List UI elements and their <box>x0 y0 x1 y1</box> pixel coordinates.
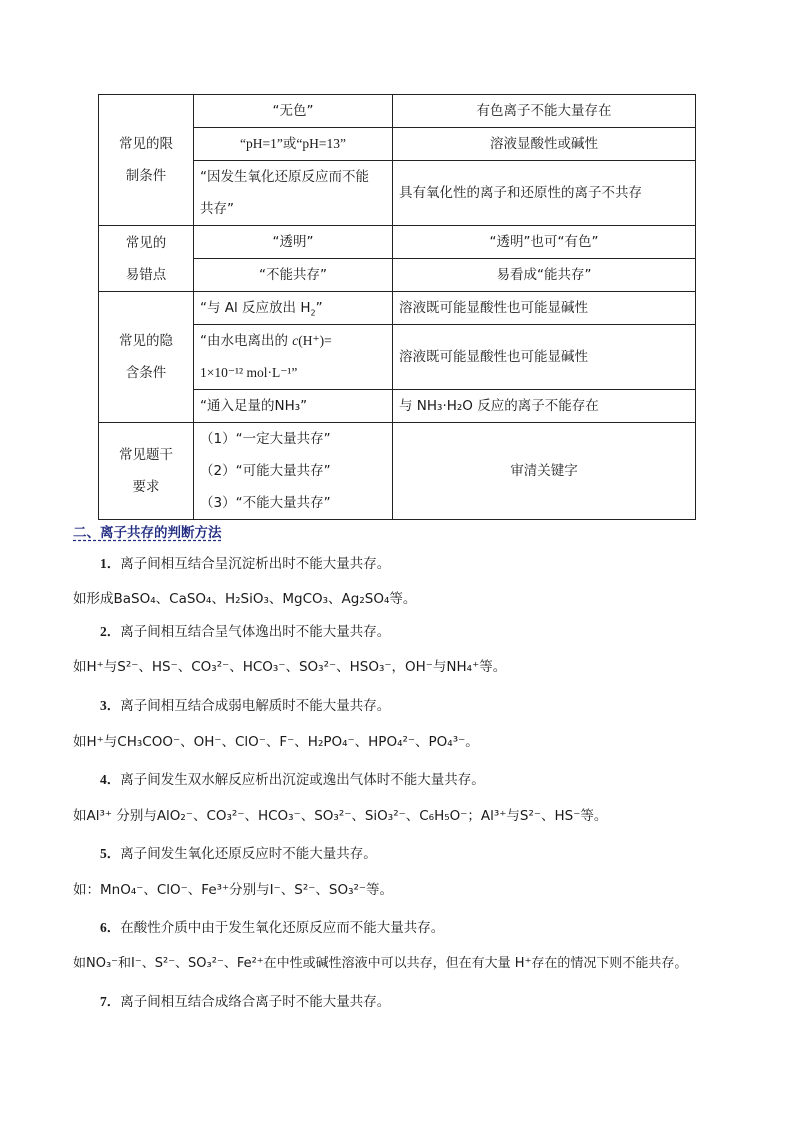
rule-7 <box>100 990 390 1010</box>
rule-text: 离子间相互结合呈沉淀析出时不能大量共存。 <box>120 556 391 572</box>
category-line: 常见的隐 <box>119 333 173 349</box>
rule-number: 5． <box>100 846 121 861</box>
rule-text: 在酸性介质中由于发生氧化还原反应而不能大量共存。 <box>120 920 445 936</box>
rule-6-example: 如NO₃⁻和I⁻、S²⁻、SO₃²⁻、Fe²⁺在中性或碱性溶液中可以共存，但在有大量 H⁺存在的情况下则不能共存。 <box>73 956 688 971</box>
rule-4 <box>100 768 485 788</box>
condition-cell <box>194 423 393 520</box>
rule-5-example: 如：MnO₄⁻、ClO⁻、Fe³⁺分别与I⁻、S²⁻、SO₃²⁻等。 <box>73 882 394 898</box>
category-line: 易错点 <box>125 266 167 283</box>
category-line: 常见的限 <box>119 136 173 152</box>
condition-text: “由水电离出的 <box>200 333 293 349</box>
table-row <box>99 292 696 325</box>
rule-5 <box>100 842 377 862</box>
description-cell: 有色离子不能大量存在 <box>393 95 696 128</box>
rule-text: 离子间相互结合呈气体逸出时不能大量共存。 <box>120 624 391 640</box>
condition-cell: “通入足量的NH₃” <box>194 390 393 423</box>
category-cell <box>99 95 194 226</box>
rule-number: 2． <box>100 624 121 639</box>
section-heading: 二、离子共存的判断方法 <box>73 525 222 541</box>
subscript: 2 <box>310 308 316 318</box>
description-cell: 与 NH₃·H₂O 反应的离子不能存在 <box>393 390 696 423</box>
table-row <box>99 423 696 520</box>
rule-2 <box>100 620 390 640</box>
condition-text: (H⁺)= <box>298 333 332 348</box>
category-line: 要求 <box>132 479 160 495</box>
description-cell: 具有氧化性的离子和还原性的离子不共存 <box>393 161 696 226</box>
category-cell <box>99 226 194 292</box>
condition-cell <box>194 161 393 226</box>
concentration-symbol: c <box>292 333 299 348</box>
rule-text: 离子间发生双水解反应析出沉淀或逸出气体时不能大量共存。 <box>120 772 485 788</box>
rule-1 <box>100 552 390 572</box>
condition-line: （2）“可能大量共存” <box>200 463 331 479</box>
rule-number: 3． <box>100 698 121 713</box>
condition-text: “与 Al 反应放出 H <box>200 300 311 316</box>
condition-text: ” <box>315 300 323 316</box>
description-cell: 溶液既可能显酸性也可能显碱性 <box>393 292 696 325</box>
condition-line: （1）“一定大量共存” <box>200 431 331 447</box>
table-row <box>99 95 696 128</box>
condition-cell: “不能共存” <box>194 259 393 292</box>
rule-1-example: 如形成BaSO₄、CaSO₄、H₂SiO₃、MgCO₃、Ag₂SO₄等。 <box>73 591 417 607</box>
rule-number: 1． <box>100 556 121 571</box>
rule-2-example: 如H⁺与S²⁻、HS⁻、CO₃²⁻、HCO₃⁻、SO₃²⁻、HSO₃⁻，OH⁻与NH₄⁺等。 <box>73 659 507 675</box>
category-cell <box>99 292 194 423</box>
condition-cell: “无色” <box>194 95 393 128</box>
rule-number: 6． <box>100 920 121 935</box>
rule-4-example: 如Al³⁺ 分别与AlO₂⁻、CO₃²⁻、HCO₃⁻、SO₃²⁻、SiO₃²⁻、C₆H₅O⁻；Al³⁺与S²⁻、HS⁻等。 <box>73 808 608 824</box>
condition-cell <box>194 292 393 325</box>
rule-number: 7． <box>100 994 121 1009</box>
rule-number: 4． <box>100 772 121 787</box>
condition-cell <box>194 325 393 390</box>
rule-text: 离子间发生氧化还原反应时不能大量共存。 <box>120 846 377 862</box>
condition-line: 共存” <box>200 201 234 217</box>
category-line: 含条件 <box>125 365 167 381</box>
rule-6 <box>100 916 444 936</box>
category-cell <box>99 423 194 520</box>
rule-text: 离子间相互结合成络合离子时不能大量共存。 <box>120 994 391 1010</box>
description-cell: “透明”也可“有色” <box>393 226 696 259</box>
rule-text: 离子间相互结合成弱电解质时不能大量共存。 <box>120 698 391 714</box>
condition-line: （3）“不能大量共存” <box>200 495 331 511</box>
ion-conditions-table <box>98 94 696 520</box>
description-cell: 溶液显酸性或碱性 <box>393 128 696 161</box>
condition-cell: “透明” <box>194 226 393 259</box>
category-line: 常见题干 <box>119 447 173 463</box>
description-cell: 审清关键字 <box>393 423 696 520</box>
rule-3 <box>100 694 390 714</box>
description-cell: 溶液既可能显酸性也可能显碱性 <box>393 325 696 390</box>
table-row <box>99 226 696 259</box>
category-line: 制条件 <box>125 168 167 184</box>
description-cell: 易看成“能共存” <box>393 259 696 292</box>
condition-cell: “pH=1”或“pH=13” <box>194 128 393 161</box>
category-line: 常见的 <box>125 234 167 251</box>
condition-line: “因发生氧化还原反应而不能 <box>200 169 369 185</box>
rule-3-example: 如H⁺与CH₃COO⁻、OH⁻、ClO⁻、F⁻、H₂PO₄⁻、HPO₄²⁻、PO₄³⁻。 <box>73 734 479 750</box>
condition-text: 1×10⁻¹² mol·L⁻¹” <box>200 365 298 380</box>
